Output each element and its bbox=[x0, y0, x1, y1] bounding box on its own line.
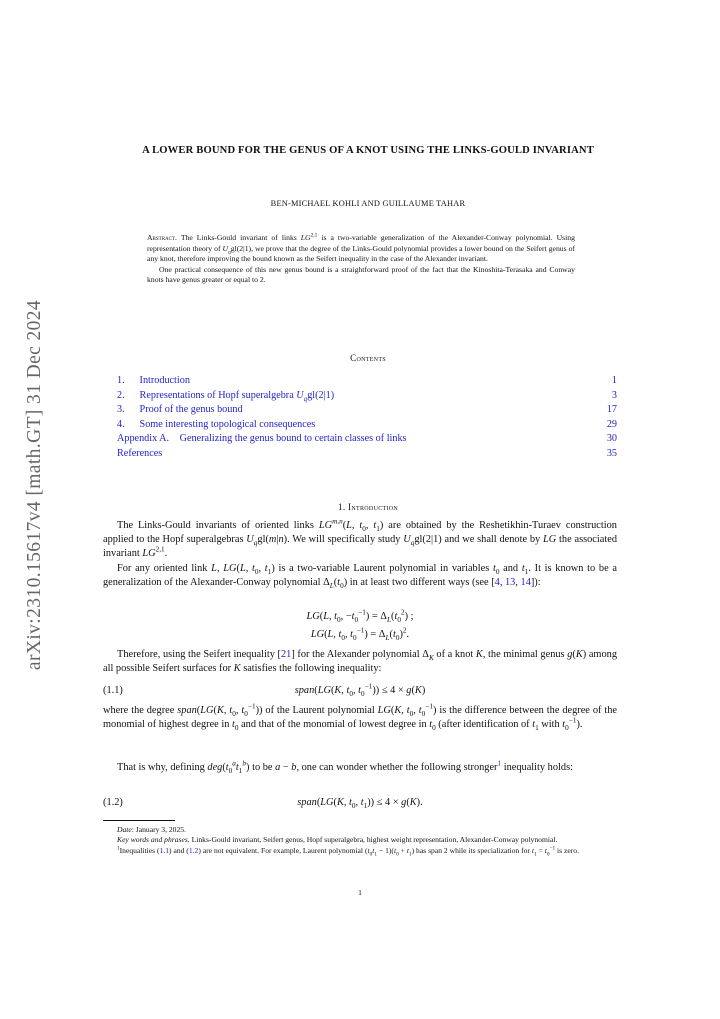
toc-item-consequences[interactable]: 4. Some interesting topological consequences 29 bbox=[117, 418, 617, 433]
paper-authors: BEN-MICHAEL KOHLI AND GUILLAUME TAHAR bbox=[270, 199, 466, 208]
toc-item-references[interactable]: References 35 bbox=[117, 447, 617, 462]
toc-page: 17 bbox=[606, 404, 617, 416]
paper-page: arXiv:2310.15617v4 [math.GT] 31 Dec 2024 A LOWER BOUND FOR THE GENUS OF A KNOT USING THE LINKS-GOULD INVARIANT BEN-MICHAEL KOHLI AND GUILLAUME TAHAR Abstract. The Links-Gould invariant of links LG$^{2,1}$ is a two-variable generalization of the Alexander-Conway polynomial. Using representation theory of $U_qgl(2|1)$, we prove that the degree of the Links-Gould polynomial provides a lower bound on the Seifert genus of any knot, therefore improving the bound known as the Seifert inequality in the case of the Alexander invariant. One practical consequence of this new genus bound is a straightforward proof of the fact that the Kinoshita-Terasaka and Conway knots have genus greater or equal to 2. Contents 1. Introduction 1 2. Representations of Hopf superalgebra $U_qgl(2|1)$ 3 3. Proof of the genus bound 17 4. Some interesting topological consequences 29 Appendix A. Generalizing the genus bound to certain classes of links 30 References 35 1. Introduction The Links-Gould invariants of oriented links LG$^{m,n}$(L, $t_0$, $t_1$) are obtained by the Reshetikhin-Turaev construction applied to the Hopf superalgebras $U_qgl(m|n)$. We will specifically study $U_qgl(2|1)$ and we shall denote by LG the associated invariant LG$^{2,1}$. For any oriented link L, LG(L, $t_0$, $t_1$) is a two-variable Laurent polynomial in variables $t_0$ and $t_1$. It is known to be a generalization of the Alexander-Conway polynomial $\Delta_L(t_0)$ in at least two different ways (see [4, 13, 14]): LG(L, $t_0$, $-t_0^{-1}) = \Delta_L(t_0^2)$ ; LG(L, $t_0$, $t_0^{-1}) = \Delta_L(t_0)^2$. Therefore, using the Seifert inequality [21] for the Alexander polynomial $\Delta_K$ of a knot K, the minimal genus g(K) among all possible Seifert surfaces for K satisfies the following inequality: (1.1) span(LG(K, $t_0$, $t_0^{-1})) \le 4 \times g(K)$ where the degree span(LG(K, $t_0$, $t_0^{-1}$)) of the Laurent polynomial LG(K, $t_0$, $t_0^{-1}$) is the difference between the degree of the monomial of highest degree in $t_0$ and that of the monomial of lowest degree in $t_0$ (after identification of $t_1$ with $t_0^{-1}$). That is why, defining $deg(t_0^at_1^b)$ to be a − b, one can wonder whether the following stronger$^1$ inequality holds: (1.2) span(LG(K, $t_0$, $t_1)) \le 4 \times g(K)$. Date: January 3, 2025. Key words and phrases. Links-Gould invariant, Seifert genus, Hopf superalgebra, highest weight representation, Alexander-Conway polynomial. $^1$Inequalities (1.1) and (1.2) are not equivalent. For example, Laurent polynomial $(t_0t_1 - 1)(t_0 + t_1)$ has span 2 while its specialization for $t_1 = t_0^{-1}$ is zero. 1 bbox=[24, 145, 618, 897]
arxiv-identifier-text: arXiv:2310.15617v4 [math.GT] 31 Dec 2024 bbox=[24, 299, 45, 671]
intro-paragraph-1: The Links-Gould invariants of oriented links LG$^{m,n}$(L, $t_0$, $t_1$) are obtained by the Reshetikhin-Turaev construction applied to the Hopf superalgebras $U_qgl(m|n)$. We will specifically study $U_qgl(2|1)$ and we shall denote by LG the associated invariant LG$^{2,1}$. For any oriented link L, LG(L, $t_0$, $t_1$) is a two-variable Laurent polynomial in variables $t_0$ and $t_1$. It is known to be a generalization of the Alexander-Conway polynomial $\Delta_L(t_0)$ in at least two different ways (see [4, 13, 14]): bbox=[103, 517, 618, 590]
toc-page: 1 bbox=[611, 375, 617, 386]
citation-link[interactable]: 13 bbox=[505, 576, 516, 588]
intro-paragraph-5: That is why, defining $deg(t_0^at_1^b)$ to be a − b, one can wonder whether the following stronger$^1$ inequality holds: bbox=[117, 759, 573, 776]
toc-page: 30 bbox=[606, 433, 617, 445]
intro-paragraph-3: Therefore, using the Seifert inequality [21] for the Alexander polynomial $\Delta_K$ of a knot K, the minimal genus g(K) among all possible Seifert surfaces for K satisfies the following inequality: bbox=[103, 649, 617, 675]
toc-item-appendix-a[interactable]: Appendix A. Generalizing the genus bound to certain classes of links 30 bbox=[117, 432, 617, 447]
abstract-label: Abstract. bbox=[147, 233, 177, 242]
paper-title: A LOWER BOUND FOR THE GENUS OF A KNOT USING THE LINKS-GOULD INVARIANT bbox=[142, 145, 594, 156]
footnotes bbox=[103, 825, 617, 856]
citation-link[interactable]: 14 bbox=[520, 576, 531, 588]
footnote-keywords: Key words and phrases. Links-Gould invariant, Seifert genus, Hopf superalgebra, highest weight representation, Alexander-Conway polynomial. bbox=[117, 835, 558, 845]
section-heading: 1. Introduction bbox=[337, 502, 399, 512]
equation-ref-link[interactable]: 1.1 bbox=[159, 845, 170, 855]
toc-page: 3 bbox=[611, 389, 617, 401]
page-number: 1 bbox=[358, 888, 362, 897]
intro-paragraph-2: For any oriented link L, LG(L, $t_0$, $t_1$) is a two-variable Laurent polynomial in variables $t_0$ and $t_1$. It is known to be a generalization of the Alexander-Conway polynomial $\Delta_L(t_0)$ in at least two different ways (see [4, 13, 14]): bbox=[103, 562, 618, 590]
equation-tag: (1.1) bbox=[103, 685, 123, 696]
citation-link[interactable]: 21 bbox=[280, 649, 292, 660]
citation-link[interactable]: 4 bbox=[494, 576, 500, 588]
footnote-marker[interactable]: 1 bbox=[497, 759, 502, 768]
abstract-paragraph-2: One practical consequence of this new genus bound is a straightforward proof of the fact that the Kinoshita-Terasaka and Conway knots have genus greater or equal to 2. bbox=[147, 264, 575, 285]
arxiv-identifier bbox=[22, 270, 48, 700]
equation-specialization-2: LG(L, $t_0$, $t_0^{-1}) = \Delta_L(t_0)^2$. bbox=[310, 626, 410, 643]
equation-ref-link[interactable]: 1.2 bbox=[188, 845, 199, 855]
table-of-contents bbox=[117, 374, 617, 462]
toc-item-representations[interactable]: 2. Representations of Hopf superalgebra $U_qgl(2|1)$ 3 bbox=[117, 389, 617, 403]
toc-page: 29 bbox=[606, 418, 617, 430]
contents-heading: Contents bbox=[350, 353, 386, 363]
intro-paragraph-4: where the degree span(LG(K, $t_0$, $t_0^{-1}$)) of the Laurent polynomial LG(K, $t_0$, $t_0^{-1}$) is the difference between the degree of the monomial of highest degree in $t_0$ and that of the monomial of lowest degree in $t_0$ (after identification of $t_1$ with $t_0^{-1}$). bbox=[103, 702, 618, 733]
abstract bbox=[147, 233, 575, 286]
footnote-rule bbox=[103, 820, 175, 821]
equation-tag: (1.2) bbox=[103, 797, 123, 808]
abstract-paragraph-1: Abstract. The Links-Gould invariant of links LG$^{2,1}$ is a two-variable generalization of the Alexander-Conway polynomial. Using representation theory of $U_qgl(2|1)$, we prove that the degree of the Links-Gould polynomial provides a lower bound on the Seifert genus of any knot, therefore improving the bound known as the Seifert inequality in the case of the Alexander invariant. bbox=[147, 232, 575, 264]
equation-specialization-1: LG(L, $t_0$, $-t_0^{-1}) = \Delta_L(t_0^2)$ ; bbox=[306, 608, 414, 625]
footnote-date: Date: January 3, 2025. bbox=[117, 825, 186, 834]
toc-item-introduction[interactable]: 1. Introduction 1 bbox=[117, 374, 617, 389]
footnote-1: $^1$Inequalities (1.1) and (1.2) are not equivalent. For example, Laurent polynomial $(t_0t_1 - 1)(t_0 + t_1)$ has span 2 while its specialization for $t_1 = t_0^{-1}$ is zero. bbox=[117, 845, 579, 858]
toc-item-proof[interactable]: 3. Proof of the genus bound 17 bbox=[117, 403, 617, 418]
toc-page: 35 bbox=[606, 447, 617, 459]
